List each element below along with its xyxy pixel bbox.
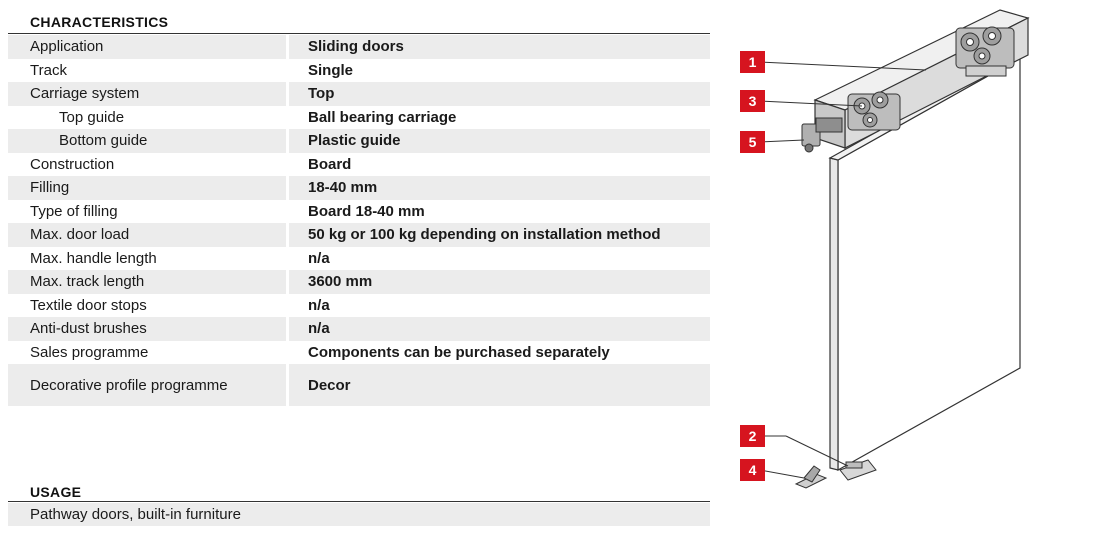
row-value: Board 18-40 mm <box>308 202 425 220</box>
row-value: Components can be purchased separately <box>308 343 610 361</box>
characteristics-table <box>8 35 710 406</box>
callout-4: 4 <box>740 459 765 481</box>
row-label: Max. door load <box>8 223 286 247</box>
row-value: Decor <box>289 364 710 406</box>
table-row <box>8 341 710 365</box>
callout-5: 5 <box>740 131 765 153</box>
row-label: Filling <box>8 176 286 200</box>
row-label: Textile door stops <box>30 296 147 314</box>
table-row <box>8 200 710 224</box>
row-label: Sales programme <box>30 343 149 361</box>
table-row <box>8 106 710 130</box>
row-value: n/a <box>308 249 330 267</box>
usage-title: USAGE <box>30 484 82 500</box>
row-value: 3600 mm <box>289 270 710 294</box>
characteristics-rule <box>8 33 710 34</box>
table-row <box>8 59 710 83</box>
row-label: Construction <box>30 155 115 173</box>
row-label: Top guide <box>59 108 125 126</box>
row-value: 18-40 mm <box>289 176 710 200</box>
row-value: Sliding doors <box>289 35 710 59</box>
table-row <box>8 176 710 200</box>
table-row <box>8 35 710 59</box>
table-row <box>8 294 710 318</box>
row-label: Decorative profile programme <box>8 364 286 406</box>
callout-1: 1 <box>740 51 765 73</box>
table-row <box>8 129 710 153</box>
table-row <box>8 223 710 247</box>
table-row <box>8 247 710 271</box>
row-value: 50 kg or 100 kg depending on installation method <box>289 223 710 247</box>
top-carriage-front <box>848 92 900 130</box>
callout-3: 3 <box>740 90 765 112</box>
row-value: Top <box>289 82 710 106</box>
row-label: Track <box>30 61 67 79</box>
table-row <box>8 270 710 294</box>
usage-row <box>8 503 710 526</box>
sliding-door-illustration <box>730 0 1050 500</box>
row-label: Anti-dust brushes <box>8 317 286 341</box>
characteristics-title: CHARACTERISTICS <box>30 14 169 30</box>
row-label: Bottom guide <box>8 129 286 153</box>
row-value: Plastic guide <box>289 129 710 153</box>
callout-2: 2 <box>740 425 765 447</box>
row-value: Ball bearing carriage <box>308 108 457 126</box>
row-label: Carriage system <box>8 82 286 106</box>
table-row <box>8 317 710 341</box>
row-value: Board <box>308 155 352 173</box>
row-label: Type of filling <box>30 202 118 220</box>
row-value: n/a <box>308 296 330 314</box>
usage-rule <box>8 501 710 502</box>
row-value: n/a <box>289 317 710 341</box>
row-label: Max. track length <box>8 270 286 294</box>
usage-text: Pathway doors, built-in furniture <box>30 506 241 523</box>
table-row <box>8 364 710 406</box>
row-label: Application <box>8 35 286 59</box>
row-value: Single <box>308 61 354 79</box>
table-row <box>8 82 710 106</box>
row-label: Max. handle length <box>30 249 157 267</box>
table-row <box>8 153 710 177</box>
